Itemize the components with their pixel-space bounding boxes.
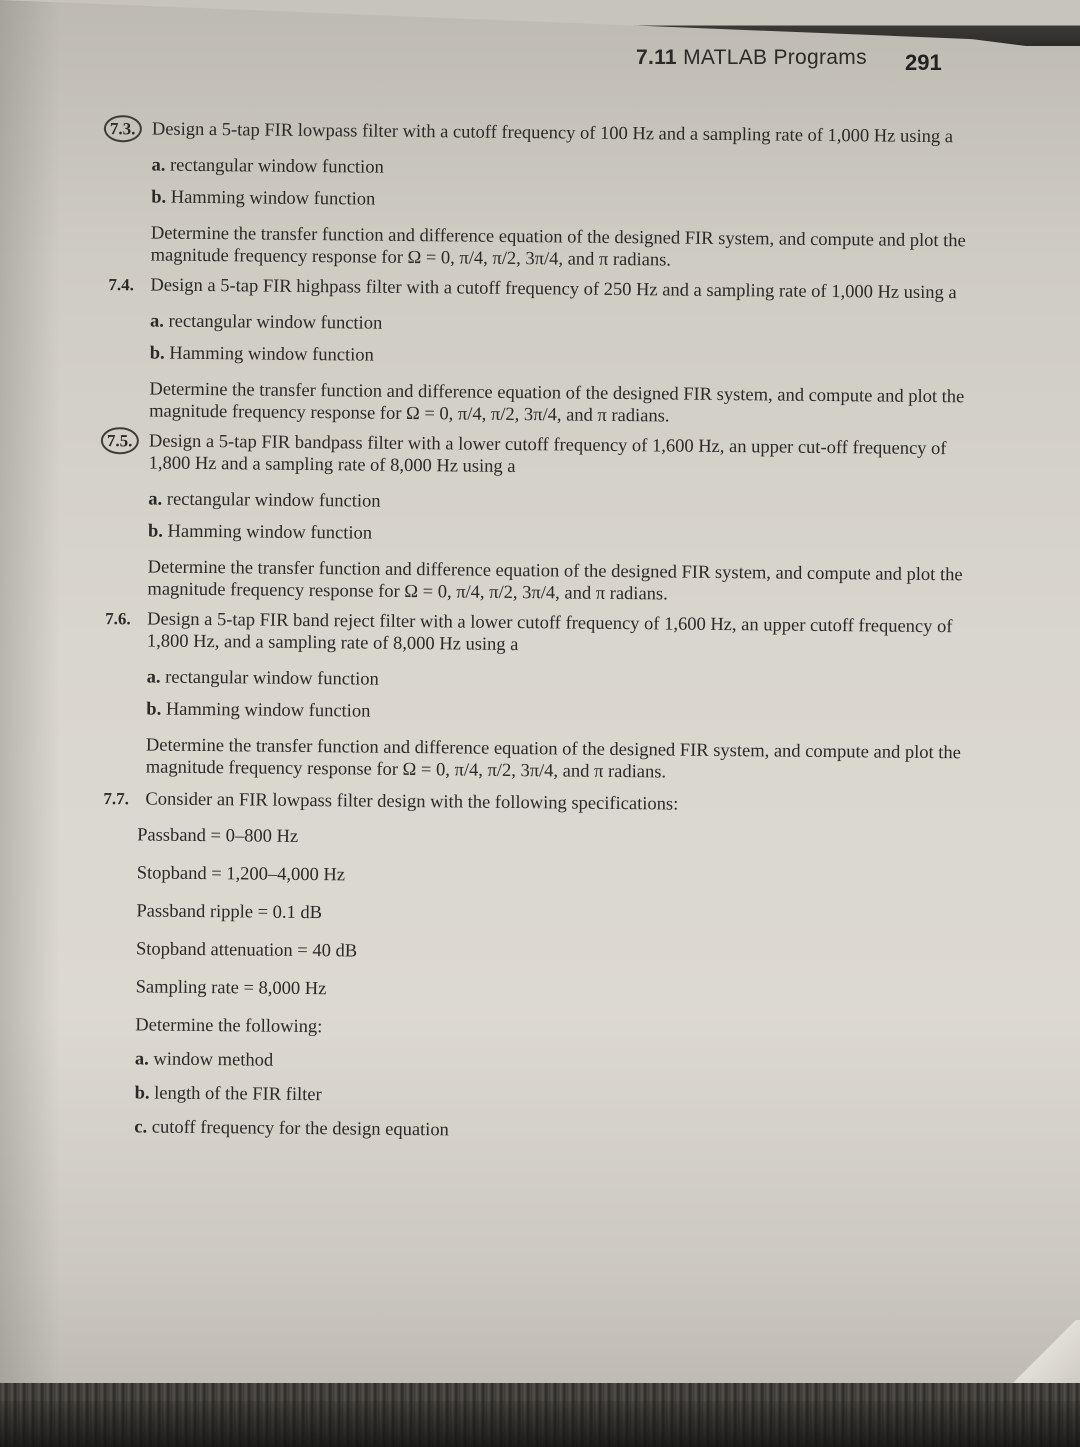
determine-text: Determine the transfer function and difference equation of the designed FIR system, and compute and plot the magnitude frequency response for Ω = 0, π/4, π/2, 3π/4, and π radians. (149, 379, 965, 427)
spec-stopband-attenuation: Stopband attenuation = 40 dB (135, 939, 358, 962)
problem-7-4 (97, 274, 968, 430)
problem-number: 7.3. (104, 115, 142, 142)
section-title: MATLAB Programs (683, 46, 867, 69)
determine-following: Determine the following: (135, 1015, 323, 1038)
problem-text: Design a 5-tap FIR highpass filter with a cutoff frequency of 250 Hz and a sampling rate of 1,000 Hz using a (150, 275, 957, 304)
problem-7-3 (99, 118, 970, 274)
option-a: a. rectangular window function (149, 311, 383, 334)
option-a: a. rectangular window function (148, 489, 381, 512)
problem-text: Design a 5-tap FIR band reject filter with a lower cutoff frequency of 1,600 Hz, an upper cutoff frequency of 1,800 Hz, and a sampling rate of 8,000 Hz using a (146, 609, 953, 656)
problem-list (90, 118, 970, 1146)
option-b: b. Hamming window function (146, 699, 371, 722)
problem-text: Design a 5-tap FIR lowpass filter with a cutoff frequency of 100 Hz and a sampling rate of 1,000 Hz using a (151, 119, 954, 148)
running-head (636, 46, 867, 70)
option-b: b. Hamming window function (149, 343, 374, 366)
problem-number: 7.6. (105, 609, 131, 629)
option-b: b. Hamming window function (147, 521, 373, 544)
option-b: b. Hamming window function (151, 187, 376, 210)
page-top-edge (0, 0, 1080, 46)
section-number: 7.11 (636, 46, 677, 69)
item-b: b. length of the FIR filter (134, 1083, 322, 1106)
item-c: c. cutoff frequency for the design equation (134, 1117, 449, 1141)
determine-text: Determine the transfer function and difference equation of the designed FIR system, and compute and plot the magnitude frequency response for Ω = 0, π/4, π/2, 3π/4, and π radians. (150, 223, 966, 271)
spec-passband: Passband = 0–800 Hz (137, 825, 299, 847)
option-a: a. rectangular window function (146, 667, 379, 690)
problem-7-5 (95, 430, 967, 608)
problem-text: Design a 5-tap FIR bandpass filter with a lower cutoff frequency of 1,600 Hz, an upper cut-off frequency of 1,800 Hz and a sampling rate of 8,000 Hz using a (148, 431, 947, 478)
problem-7-6 (94, 608, 966, 786)
page-bottom-edge (0, 1383, 1080, 1447)
problem-number: 7.7. (103, 789, 130, 809)
spec-sampling-rate: Sampling rate = 8,000 Hz (135, 977, 327, 1000)
spec-passband-ripple: Passband ripple = 0.1 dB (136, 901, 323, 924)
problem-7-7 (90, 788, 963, 1146)
determine-text: Determine the transfer function and difference equation of the designed FIR system, and compute and plot the magnitude frequency response for Ω = 0, π/4, π/2, 3π/4, and π radians. (145, 735, 961, 783)
problem-number: 7.4. (108, 275, 134, 295)
item-a: a. window method (134, 1049, 274, 1071)
problem-number: 7.5. (101, 427, 139, 454)
option-a: a. rectangular window function (151, 155, 384, 178)
determine-text: Determine the transfer function and difference equation of the designed FIR system, and compute and plot the magnitude frequency response for Ω = 0, π/4, π/2, 3π/4, and π radians. (147, 557, 963, 605)
page-number: 291 (905, 50, 942, 75)
problem-text: Consider an FIR lowpass filter design with the following specifications: (145, 789, 679, 815)
spec-stopband: Stopband = 1,200–4,000 Hz (136, 863, 346, 886)
